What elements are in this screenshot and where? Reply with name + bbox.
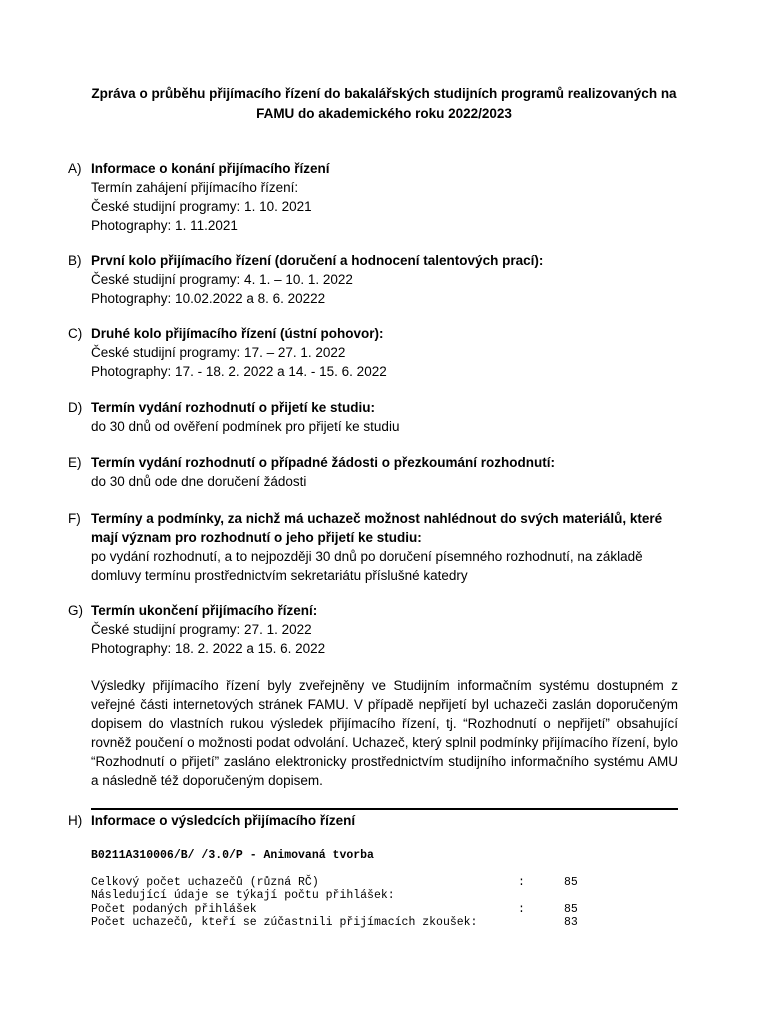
stat-value: 85	[564, 876, 578, 889]
section-c	[68, 324, 688, 381]
section-heading: Termín vydání rozhodnutí o přijetí ke studiu:	[91, 400, 376, 415]
results-paragraph: Výsledky přijímacího řízení byly zveřejněny ve Studijním informačním systému dostupném z veřejné části internetových stránek FAMU. V případě nepřijetí byl uchazeči zaslán doporučeným dopisem do vlastních rukou výsledek přijímacího řízení, tj. “Rozhodnutí o nepřijetí” obsahující rovněž poučení o možnosti podat odvolání. Uchazeč, který splnil podmínky přijímacího řízení, bylo “Rozhodnutí o přijetí” zasláno elektronicky prostřednictvím studijního informačního systému AMU a následně též doporučeným dopisem.	[91, 678, 678, 788]
stat-value: 83	[564, 916, 578, 929]
section-divider	[91, 808, 678, 810]
section-line: České studijní programy: 4. 1. – 10. 1. 2022	[91, 272, 353, 287]
section-marker: G)	[68, 603, 83, 618]
section-marker: H)	[68, 813, 83, 828]
section-marker: A)	[68, 161, 82, 176]
section-marker: F)	[68, 511, 81, 526]
section-heading: Termín ukončení přijímacího řízení:	[91, 603, 318, 618]
section-marker: C)	[68, 326, 83, 341]
section-b	[68, 251, 688, 308]
document-title	[80, 84, 688, 124]
section-line: Photography: 18. 2. 2022 a 15. 6. 2022	[91, 641, 326, 656]
section-marker: E)	[68, 455, 82, 470]
section-line: Photography: 17. - 18. 2. 2022 a 14. - 15. 6. 2022	[91, 364, 387, 379]
section-heading: Termíny a podmínky, za nichž má uchazeč možnost nahlédnout do svých materiálů, které	[91, 511, 663, 526]
section-marker: D)	[68, 400, 83, 415]
section-line: České studijní programy: 27. 1. 2022	[91, 622, 312, 637]
stat-colon: :	[518, 876, 525, 889]
stat-label: Následující údaje se týkají počtu přihlášek:	[91, 889, 395, 902]
section-line: Photography: 10.02.2022 a 8. 6. 20222	[91, 291, 326, 306]
section-h	[68, 811, 688, 830]
section-heading: Informace o výsledcích přijímacího řízení	[91, 813, 356, 828]
stat-colon: :	[518, 903, 525, 916]
section-heading: mají význam pro rozhodnutí o jeho přijetí ke studiu:	[91, 530, 422, 545]
section-a	[68, 159, 688, 235]
section-line: do 30 dnů ode dne doručení žádosti	[91, 474, 307, 489]
section-line: do 30 dnů od ověření podmínek pro přijetí ke studiu	[91, 419, 400, 434]
stat-label: Celkový počet uchazečů (různá RČ)	[91, 876, 319, 889]
title-line-2: FAMU do akademického roku 2022/2023	[256, 106, 512, 121]
section-f	[68, 509, 688, 585]
section-heading: Termín vydání rozhodnutí o případné žádosti o přezkoumání rozhodnutí:	[91, 455, 556, 470]
section-d	[68, 398, 688, 436]
section-g	[68, 601, 688, 658]
section-marker: B)	[68, 253, 82, 268]
section-line: domluvy termínu prostřednictvím sekretariátu příslušné katedry	[91, 568, 468, 583]
stat-label: Počet uchazečů, kteří se zúčastnili přijímacích zkoušek:	[91, 916, 478, 929]
title-line-1: Zpráva o průběhu přijímacího řízení do bakalářských studijních programů realizovaných na	[91, 86, 677, 101]
section-line: České studijní programy: 17. – 27. 1. 2022	[91, 345, 346, 360]
section-e	[68, 453, 688, 491]
section-heading: Druhé kolo přijímacího řízení (ústní pohovor):	[91, 326, 384, 341]
section-line: Termín zahájení přijímacího řízení:	[91, 180, 299, 195]
section-line: po vydání rozhodnutí, a to nejpozději 30 dnů po doručení písemného rozhodnutí, na základě	[91, 549, 643, 564]
stat-value: 85	[564, 903, 578, 916]
program-code-title: B0211A310006/B/ /3.0/P - Animovaná tvorba	[91, 849, 374, 862]
section-heading: První kolo přijímacího řízení (doručení a hodnocení talentových prací):	[91, 253, 544, 268]
section-heading: Informace o konání přijímacího řízení	[91, 161, 330, 176]
stat-label: Počet podaných přihlášek	[91, 903, 257, 916]
section-line: Photography: 1. 11.2021	[91, 218, 238, 233]
section-line: České studijní programy: 1. 10. 2021	[91, 199, 312, 214]
